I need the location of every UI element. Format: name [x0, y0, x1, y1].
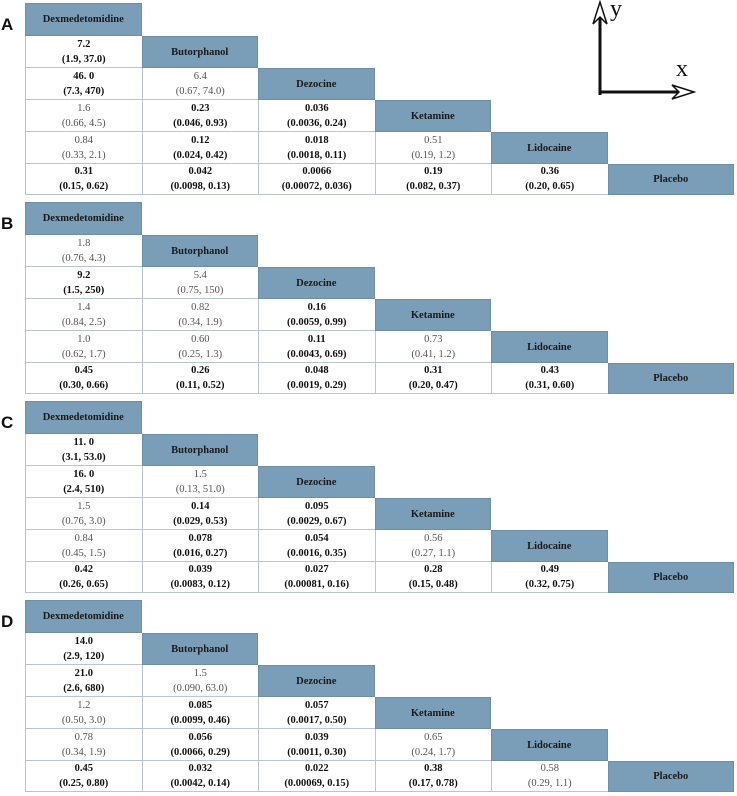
effect-cell [25, 132, 142, 164]
effect-cell [375, 530, 492, 562]
effect-estimate: 6.4 [193, 70, 207, 82]
confidence-interval: (0.090, 63.0) [173, 682, 228, 694]
confidence-interval: (0.20, 0.65) [525, 181, 575, 192]
effect-cell [375, 331, 492, 363]
effect-estimate: 0.31 [74, 166, 93, 177]
effect-estimate: 0.56 [424, 532, 443, 544]
confidence-interval: (0.029, 0.53) [173, 515, 228, 527]
drug-header-dexmedetomidine: Dexmedetomidine [25, 401, 142, 434]
effect-cell [491, 363, 608, 394]
effect-cell [25, 299, 142, 331]
effect-estimate: 0.027 [304, 564, 329, 575]
effect-estimate: 0.84 [74, 134, 93, 146]
panel-label: B [1, 214, 14, 233]
drug-header-butorphanol: Butorphanol [142, 235, 259, 267]
confidence-interval: (0.0083, 0.12) [170, 579, 230, 590]
confidence-interval: (0.76, 4.3) [61, 252, 106, 264]
effect-cell [258, 132, 375, 164]
confidence-interval: (0.0043, 0.69) [287, 348, 347, 360]
effect-cell [375, 164, 492, 195]
effect-estimate: 9.2 [77, 269, 91, 281]
confidence-interval: (0.0066, 0.29) [170, 746, 230, 758]
confidence-interval: (0.15, 0.48) [408, 579, 458, 590]
effect-estimate: 0.82 [191, 301, 210, 313]
effect-cell [25, 36, 142, 68]
effect-cell [142, 363, 259, 394]
confidence-interval: (0.19, 1.2) [411, 149, 456, 161]
effect-estimate: 1.2 [77, 699, 91, 711]
confidence-interval: (0.0016, 0.35) [287, 547, 347, 559]
effect-estimate: 0.018 [304, 134, 329, 146]
effect-cell [142, 761, 259, 792]
effect-cell [25, 761, 142, 792]
effect-estimate: 0.23 [191, 102, 210, 114]
confidence-interval: (0.67, 74.0) [175, 85, 225, 97]
confidence-interval: (7.3, 470) [63, 85, 105, 97]
effect-estimate: 0.039 [304, 731, 329, 743]
confidence-interval: (0.0042, 0.14) [170, 778, 230, 789]
confidence-interval: (0.75, 150) [177, 284, 224, 296]
confidence-interval: (0.30, 0.66) [59, 380, 109, 391]
confidence-interval: (0.25, 0.80) [59, 778, 109, 789]
effect-estimate: 0.0066 [302, 166, 332, 177]
confidence-interval: (0.34, 1.9) [178, 316, 223, 328]
confidence-interval: (0.41, 1.2) [411, 348, 456, 360]
effect-cell [142, 665, 259, 697]
panel-label: A [1, 15, 14, 34]
effect-cell [25, 331, 142, 363]
confidence-interval: (0.24, 1.7) [411, 746, 456, 758]
effect-estimate: 1.6 [77, 102, 91, 114]
drug-header-ketamine: Ketamine [375, 299, 492, 331]
confidence-interval: (0.31, 0.60) [525, 380, 575, 391]
effect-cell [142, 729, 259, 761]
effect-estimate: 1.5 [193, 667, 207, 679]
effect-estimate: 0.039 [188, 564, 213, 575]
confidence-interval: (0.32, 0.75) [525, 579, 575, 590]
effect-cell [258, 530, 375, 562]
effect-estimate: 0.38 [424, 763, 443, 774]
effect-estimate: 0.054 [304, 532, 329, 544]
effect-estimate: 0.095 [304, 500, 329, 512]
effect-cell [142, 331, 259, 363]
effect-estimate: 1.0 [77, 333, 91, 345]
effect-estimate: 0.58 [540, 763, 559, 774]
confidence-interval: (3.1, 53.0) [61, 451, 106, 463]
effect-estimate: 1.5 [77, 500, 91, 512]
confidence-interval: (0.016, 0.27) [173, 547, 228, 559]
drug-header-dezocine: Dezocine [258, 68, 375, 100]
effect-cell [25, 267, 142, 299]
effect-cell [375, 761, 492, 792]
effect-cell [142, 466, 259, 498]
x-axis-label: x [676, 56, 688, 82]
confidence-interval: (0.15, 0.62) [59, 181, 109, 192]
effect-estimate: 0.65 [424, 731, 443, 743]
drug-header-lidocaine: Lidocaine [491, 729, 608, 761]
drug-header-lidocaine: Lidocaine [491, 530, 608, 562]
effect-cell [25, 164, 142, 195]
confidence-interval: (0.45, 1.5) [61, 547, 106, 559]
effect-cell [258, 363, 375, 394]
effect-cell [142, 530, 259, 562]
effect-cell [25, 363, 142, 394]
confidence-interval: (0.62, 1.7) [61, 348, 106, 360]
confidence-interval: (0.34, 1.9) [61, 746, 106, 758]
y-axis-label: y [610, 0, 622, 22]
effect-estimate: 21.0 [74, 667, 93, 679]
confidence-interval: (0.27, 1.1) [411, 547, 456, 559]
confidence-interval: (0.0059, 0.99) [287, 316, 347, 328]
effect-cell [258, 498, 375, 530]
confidence-interval: (0.0011, 0.30) [287, 746, 347, 758]
effect-estimate: 0.036 [304, 102, 329, 114]
drug-header-dezocine: Dezocine [258, 466, 375, 498]
effect-estimate: 5.4 [193, 269, 207, 281]
effect-estimate: 0.14 [191, 500, 210, 512]
axis-indicator [590, 0, 700, 105]
effect-estimate: 0.26 [191, 365, 210, 376]
effect-cell [258, 331, 375, 363]
effect-estimate: 0.078 [188, 532, 213, 544]
effect-estimate: 0.78 [74, 731, 93, 743]
panel-label: D [1, 612, 14, 631]
effect-cell [258, 562, 375, 593]
effect-estimate: 0.43 [540, 365, 559, 376]
drug-header-ketamine: Ketamine [375, 498, 492, 530]
confidence-interval: (0.0099, 0.46) [170, 714, 230, 726]
drug-header-butorphanol: Butorphanol [142, 36, 259, 68]
confidence-interval: (0.046, 0.93) [173, 117, 228, 129]
effect-cell [25, 562, 142, 593]
effect-cell [25, 665, 142, 697]
effect-cell [142, 267, 259, 299]
effect-cell [491, 164, 608, 195]
effect-estimate: 0.057 [304, 699, 329, 711]
effect-cell [25, 100, 142, 132]
effect-cell [25, 697, 142, 729]
confidence-interval: (0.33, 2.1) [61, 149, 106, 161]
drug-header-placebo: Placebo [608, 562, 735, 593]
panel-label: C [1, 413, 14, 432]
confidence-interval: (0.0029, 0.67) [287, 515, 347, 527]
axis-arrows-icon [590, 0, 700, 100]
confidence-interval: (0.00081, 0.16) [284, 579, 350, 590]
effect-cell [25, 235, 142, 267]
effect-estimate: 0.51 [424, 134, 443, 146]
effect-estimate: 0.11 [307, 333, 326, 345]
confidence-interval: (0.00069, 0.15) [284, 778, 350, 789]
effect-cell [142, 697, 259, 729]
drug-header-placebo: Placebo [608, 164, 735, 195]
confidence-interval: (0.0017, 0.50) [287, 714, 347, 726]
effect-cell [491, 761, 608, 792]
drug-header-placebo: Placebo [608, 761, 735, 792]
effect-estimate: 1.4 [77, 301, 91, 313]
effect-estimate: 11. 0 [73, 436, 94, 448]
effect-cell [142, 132, 259, 164]
effect-cell [25, 530, 142, 562]
effect-cell [25, 729, 142, 761]
effect-cell [491, 562, 608, 593]
effect-estimate: 0.048 [304, 365, 329, 376]
effect-cell [375, 562, 492, 593]
effect-cell [142, 100, 259, 132]
effect-estimate: 0.84 [74, 532, 93, 544]
effect-estimate: 0.28 [424, 564, 443, 575]
drug-header-dezocine: Dezocine [258, 665, 375, 697]
effect-cell [258, 299, 375, 331]
effect-estimate: 0.032 [188, 763, 213, 774]
drug-header-dexmedetomidine: Dexmedetomidine [25, 600, 142, 633]
drug-header-dezocine: Dezocine [258, 267, 375, 299]
effect-cell [142, 164, 259, 195]
effect-estimate: 1.8 [77, 237, 91, 249]
effect-cell [25, 434, 142, 466]
confidence-interval: (0.024, 0.42) [173, 149, 228, 161]
effect-cell [258, 697, 375, 729]
confidence-interval: (0.29, 1.1) [527, 778, 572, 789]
confidence-interval: (0.00072, 0.036) [281, 181, 352, 192]
confidence-interval: (0.0098, 0.13) [170, 181, 230, 192]
drug-header-dexmedetomidine: Dexmedetomidine [25, 3, 142, 36]
confidence-interval: (0.0019, 0.29) [287, 380, 347, 391]
drug-header-ketamine: Ketamine [375, 100, 492, 132]
confidence-interval: (0.66, 4.5) [61, 117, 106, 129]
confidence-interval: (1.9, 37.0) [61, 53, 106, 65]
effect-cell [375, 363, 492, 394]
effect-cell [25, 466, 142, 498]
effect-cell [258, 100, 375, 132]
drug-header-lidocaine: Lidocaine [491, 132, 608, 164]
effect-estimate: 0.16 [307, 301, 326, 313]
effect-estimate: 0.42 [74, 564, 93, 575]
effect-estimate: 0.042 [188, 166, 213, 177]
effect-estimate: 1.5 [193, 468, 207, 480]
drug-header-butorphanol: Butorphanol [142, 434, 259, 466]
confidence-interval: (0.17, 0.78) [408, 778, 458, 789]
effect-estimate: 46. 0 [73, 70, 95, 82]
effect-cell [25, 498, 142, 530]
effect-estimate: 16. 0 [73, 468, 95, 480]
confidence-interval: (0.76, 3.0) [61, 515, 106, 527]
confidence-interval: (0.26, 0.65) [59, 579, 109, 590]
effect-estimate: 0.73 [424, 333, 443, 345]
confidence-interval: (0.0036, 0.24) [287, 117, 347, 129]
effect-cell [142, 68, 259, 100]
effect-cell [258, 164, 375, 195]
effect-estimate: 7.2 [77, 38, 91, 50]
effect-estimate: 0.60 [191, 333, 210, 345]
drug-header-dexmedetomidine: Dexmedetomidine [25, 202, 142, 235]
effect-estimate: 0.36 [540, 166, 559, 177]
effect-cell [142, 498, 259, 530]
drug-header-butorphanol: Butorphanol [142, 633, 259, 665]
effect-cell [142, 562, 259, 593]
effect-cell [25, 68, 142, 100]
confidence-interval: (2.9, 120) [63, 650, 105, 662]
confidence-interval: (2.4, 510) [63, 483, 105, 495]
confidence-interval: (2.6, 680) [63, 682, 105, 694]
effect-estimate: 0.31 [424, 365, 443, 376]
effect-cell [142, 299, 259, 331]
confidence-interval: (0.082, 0.37) [406, 181, 461, 192]
effect-cell [258, 761, 375, 792]
confidence-interval: (0.13, 51.0) [175, 483, 225, 495]
effect-estimate: 0.19 [424, 166, 443, 177]
confidence-interval: (0.50, 3.0) [61, 714, 106, 726]
effect-estimate: 0.085 [188, 699, 213, 711]
confidence-interval: (0.0018, 0.11) [287, 149, 347, 161]
effect-cell [25, 633, 142, 665]
effect-estimate: 0.45 [74, 763, 93, 774]
effect-estimate: 0.056 [188, 731, 213, 743]
confidence-interval: (0.84, 2.5) [61, 316, 106, 328]
drug-header-lidocaine: Lidocaine [491, 331, 608, 363]
effect-cell [258, 729, 375, 761]
effect-estimate: 0.022 [304, 763, 329, 774]
confidence-interval: (1.5, 250) [63, 284, 105, 296]
drug-header-placebo: Placebo [608, 363, 735, 394]
confidence-interval: (0.20, 0.47) [408, 380, 458, 391]
effect-cell [375, 132, 492, 164]
confidence-interval: (0.11, 0.52) [176, 380, 225, 391]
effect-cell [375, 729, 492, 761]
effect-estimate: 0.49 [540, 564, 559, 575]
effect-estimate: 0.45 [74, 365, 93, 376]
effect-estimate: 0.12 [191, 134, 210, 146]
effect-estimate: 14.0 [74, 635, 93, 647]
drug-header-ketamine: Ketamine [375, 697, 492, 729]
confidence-interval: (0.25, 1.3) [178, 348, 223, 360]
